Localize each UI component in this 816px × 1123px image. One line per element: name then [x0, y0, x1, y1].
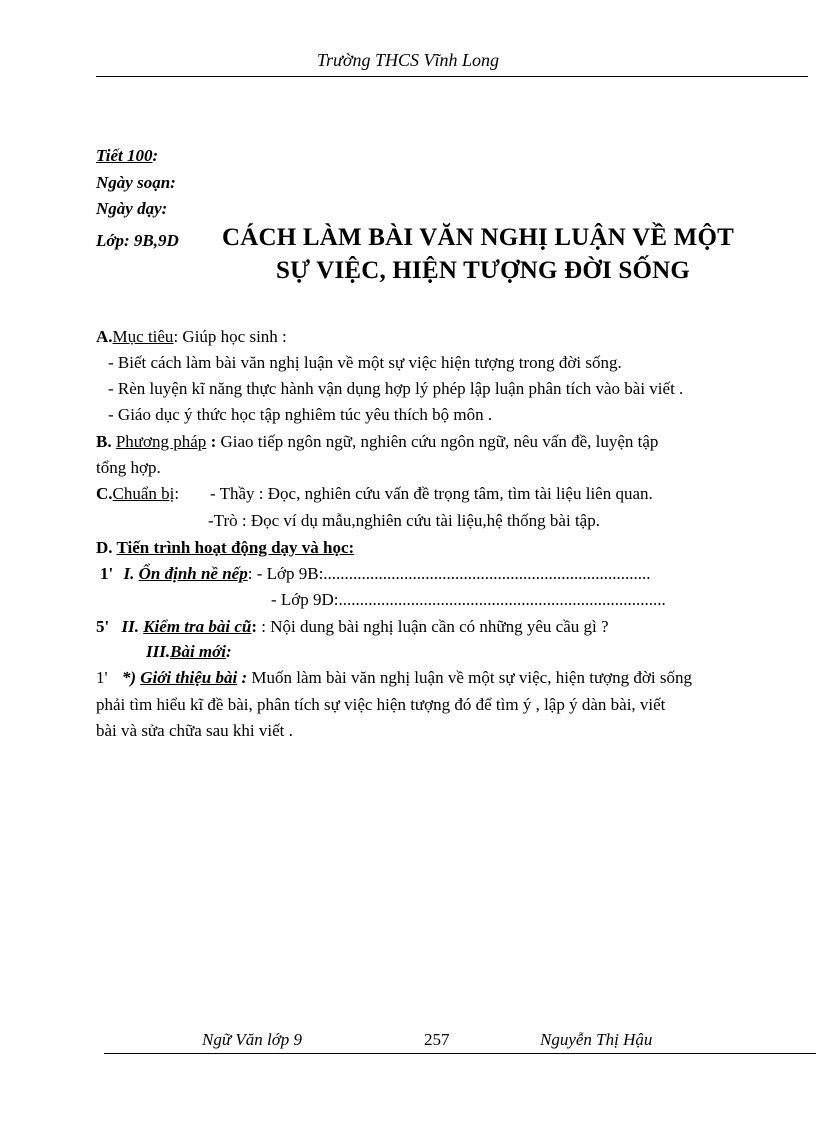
intro-prefix: *) [121, 668, 141, 687]
section-b-label: Phương pháp [115, 432, 207, 451]
intro-text: Muốn làm bài văn nghị luận về một sự việc, hiện tượng đời sống [247, 668, 692, 687]
step-time: 1' [100, 564, 114, 583]
footer-page-number: 257 [424, 1030, 450, 1049]
lesson-number-colon: : [152, 146, 159, 165]
lesson-number [96, 146, 158, 166]
section-b-text-cont: tổng hợp. [96, 458, 161, 477]
header-divider [96, 76, 808, 77]
footer-divider [104, 1053, 816, 1054]
objective-item: - Rèn luyện kĩ năng thực hành vận dụng hợp lý phép lập luận phân tích vào bài viết . [108, 379, 684, 398]
step-label: Kiểm tra bài cũ [143, 617, 252, 636]
step-number: I. [123, 564, 139, 583]
step-review [96, 617, 609, 637]
section-a-label: Mục tiêu [112, 327, 174, 346]
review-question: : Nội dung bài nghị luận cần có những yêu cầu gì ? [257, 617, 609, 636]
section-c-label: Chuẩn bị [112, 484, 175, 503]
section-a-letter: A. [96, 327, 113, 346]
section-d-letter: D. [96, 538, 117, 557]
section-d-heading [96, 538, 354, 558]
footer-subject: Ngữ Văn lớp 9 [202, 1030, 303, 1049]
step-time: 5' [96, 617, 110, 636]
class-9b-line: : - Lớp 9B:............................................................................. [247, 564, 651, 583]
objective-item: - Biết cách làm bài văn nghị luận về một sự việc hiện tượng trong đời sống. [108, 353, 622, 372]
section-b-colon: : [206, 432, 217, 451]
class-label: Lớp: 9B,9D [96, 231, 179, 250]
intro-text-cont: phải tìm hiểu kĩ đề bài, phân tích sự việc hiện tượng đó để tìm ý , lập ý dàn bài, viết [96, 695, 666, 714]
intro-colon: : [237, 668, 248, 687]
objective-item: - Giáo dục ý thức học tập nghiêm túc yêu thích bộ môn . [108, 405, 493, 424]
step-number: III. [146, 642, 171, 661]
section-b-heading [96, 432, 658, 452]
section-c-letter: C. [96, 484, 113, 503]
step-label: Bài mới [170, 642, 226, 661]
step-colon: : [226, 642, 232, 661]
section-d-label: Tiến trình hoạt động dạy và học: [116, 538, 355, 557]
intro-label: Giới thiệu bài [140, 668, 238, 687]
lesson-title-line2: SỰ VIỆC, HIỆN TƯỢNG ĐỜI SỐNG [276, 257, 691, 284]
section-a-heading [96, 327, 287, 347]
footer-author: Nguyễn Thị Hậu [540, 1030, 653, 1049]
section-a-rest: : Giúp học sinh : [173, 327, 287, 346]
student-prep: -Trò : Đọc ví dụ mẫu,nghiên cứu tài liệu,hệ thống bài tập. [208, 511, 600, 530]
section-b-letter: B. [96, 432, 116, 451]
class-9d-line: - Lớp 9D:............................................................................. [271, 590, 666, 609]
step-introduction [96, 668, 692, 688]
teach-date: Ngày dạy: [96, 199, 168, 218]
school-header: Trường THCS Vĩnh Long [317, 50, 499, 70]
step-time: 1' [96, 668, 108, 687]
step-new-lesson [146, 642, 232, 662]
step-stabilize [100, 564, 651, 584]
step-colon: : [251, 617, 258, 636]
prep-date: Ngày soạn: [96, 173, 176, 192]
intro-text-cont: bài và sửa chữa sau khi viết . [96, 721, 293, 740]
lesson-number-label: Tiết 100 [96, 146, 153, 165]
step-number: II. [121, 617, 144, 636]
lesson-title-line1: CÁCH LÀM BÀI VĂN NGHỊ LUẬN VỀ MỘT [222, 224, 734, 251]
section-b-text: Giao tiếp ngôn ngữ, nghiên cứu ngôn ngữ, nêu vấn đề, luyện tập [216, 432, 659, 451]
step-label: Ổn định nề nếp [138, 564, 248, 583]
section-c-heading [96, 484, 179, 504]
teacher-prep: - Thầy : Đọc, nghiên cứu vấn đề trọng tâm, tìm tài liệu liên quan. [210, 484, 653, 503]
section-c-colon: : [174, 484, 180, 503]
